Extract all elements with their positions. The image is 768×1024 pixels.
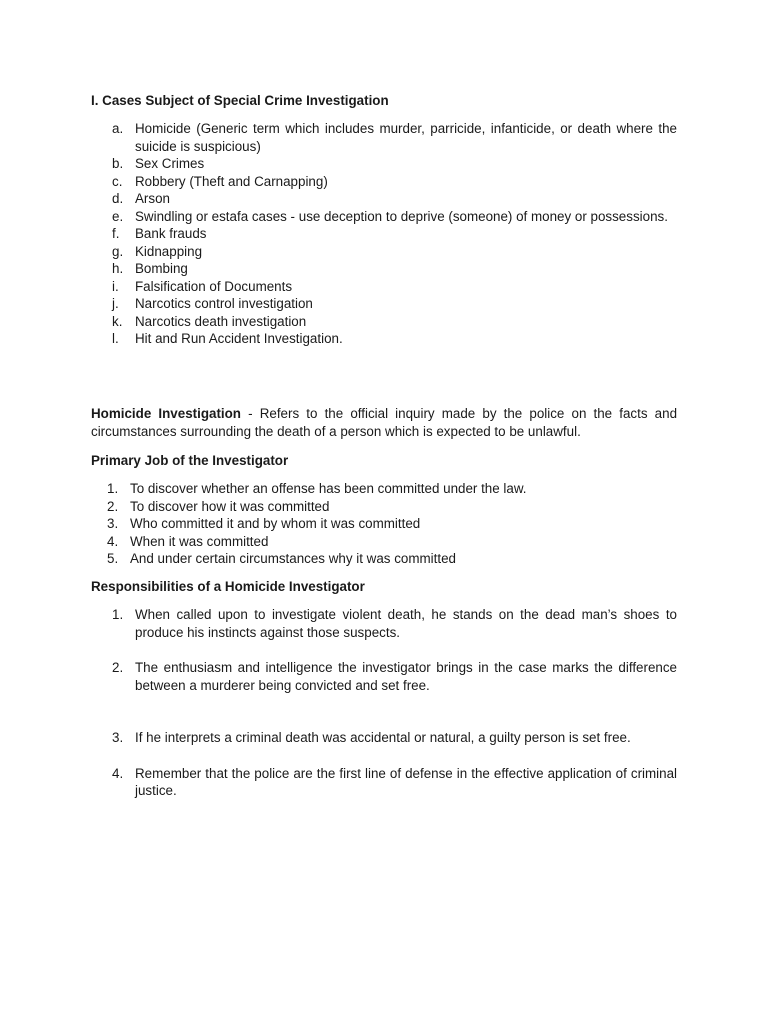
list-marker: 4. (112, 765, 124, 781)
list-item-text: Who committed it and by whom it was committed (130, 516, 421, 531)
list-item (112, 225, 677, 243)
list-item-text: Kidnapping (135, 243, 203, 259)
list-item (112, 243, 677, 261)
list-item (112, 208, 677, 226)
list-item-text: And under certain circumstances why it was committed (130, 551, 456, 566)
list-item (112, 659, 677, 694)
list-marker: g. (112, 243, 124, 259)
list-item-text: Sex Crimes (135, 156, 205, 171)
section-heading-cases: I. Cases Subject of Special Crime Investigation (91, 93, 389, 108)
list-item-text: When it was committed (130, 533, 269, 549)
list-item (112, 120, 677, 155)
responsibilities-list (112, 606, 677, 800)
list-item (107, 550, 547, 568)
homicide-term: Homicide Investigation (91, 406, 241, 421)
list-item-text: Narcotics death investigation (135, 313, 307, 329)
list-marker: d. (112, 191, 124, 206)
list-item-text: Narcotics control investigation (135, 296, 313, 311)
list-item-text: To discover how it was committed (130, 498, 330, 514)
list-item (107, 480, 547, 498)
list-marker: b. (112, 156, 124, 171)
list-marker: 2. (112, 660, 124, 675)
list-marker: l. (112, 331, 119, 346)
list-item (112, 606, 677, 641)
list-marker: 5. (107, 551, 119, 566)
list-item (107, 498, 547, 516)
section-heading-responsibilities: Responsibilities of a Homicide Investigator (91, 579, 365, 594)
list-item-text: Bank frauds (135, 226, 207, 241)
list-item-text: Swindling or estafa cases - use deception to deprive (someone) of money or possessions. (135, 208, 668, 224)
list-item (112, 155, 677, 173)
list-item (112, 295, 677, 313)
list-item-text: Robbery (Theft and Carnapping) (135, 173, 328, 189)
list-item (112, 278, 677, 296)
list-marker: 3. (112, 730, 124, 745)
list-item-text: Falsification of Documents (135, 278, 293, 294)
list-item (112, 190, 677, 208)
list-marker: c. (112, 173, 123, 189)
primary-job-list (107, 480, 547, 568)
list-item-text: Bombing (135, 261, 188, 276)
list-item-text: To discover whether an offense has been committed under the law. (130, 481, 527, 496)
list-marker: i. (112, 278, 119, 294)
list-item (112, 260, 677, 278)
list-marker: 2. (107, 498, 119, 514)
list-marker: j. (112, 296, 119, 311)
list-item (112, 729, 677, 747)
list-marker: h. (112, 261, 124, 276)
list-item-text: Remember that the police are the first line of defense in the effective application of criminal justice. (135, 765, 677, 798)
list-marker: 3. (107, 516, 119, 531)
list-item-text: Hit and Run Accident Investigation. (135, 331, 343, 346)
list-marker: f. (112, 226, 120, 241)
list-marker: e. (112, 208, 124, 224)
list-marker: 1. (107, 481, 119, 496)
list-marker: 1. (112, 607, 124, 622)
list-item-text: Homicide (Generic term which includes murder, parricide, infanticide, or death where the suicide is suspicious) (135, 121, 677, 154)
homicide-definition: - Refers to the official inquiry made by the police on the facts and circumstances surrounding the death of a person which is expected to be unlawful. (91, 406, 678, 439)
list-item-text: Arson (135, 191, 170, 206)
list-item (112, 765, 677, 800)
list-item (107, 533, 547, 551)
list-item (112, 313, 677, 331)
list-marker: k. (112, 313, 123, 329)
list-item (112, 330, 677, 348)
list-marker: 4. (107, 533, 119, 549)
section-heading-primary-job: Primary Job of the Investigator (91, 453, 289, 468)
list-marker: a. (112, 121, 124, 136)
cases-list (112, 120, 677, 348)
list-item-text: When called upon to investigate violent death, he stands on the dead man’s shoes to produce his instincts against those suspects. (135, 607, 677, 640)
list-item (107, 515, 547, 533)
list-item-text: The enthusiasm and intelligence the investigator brings in the case marks the difference between a murderer being convicted and set free. (135, 660, 677, 693)
list-item (112, 173, 677, 191)
homicide-definition-paragraph (91, 405, 677, 440)
list-item-text: If he interprets a criminal death was accidental or natural, a guilty person is set free. (135, 730, 631, 745)
